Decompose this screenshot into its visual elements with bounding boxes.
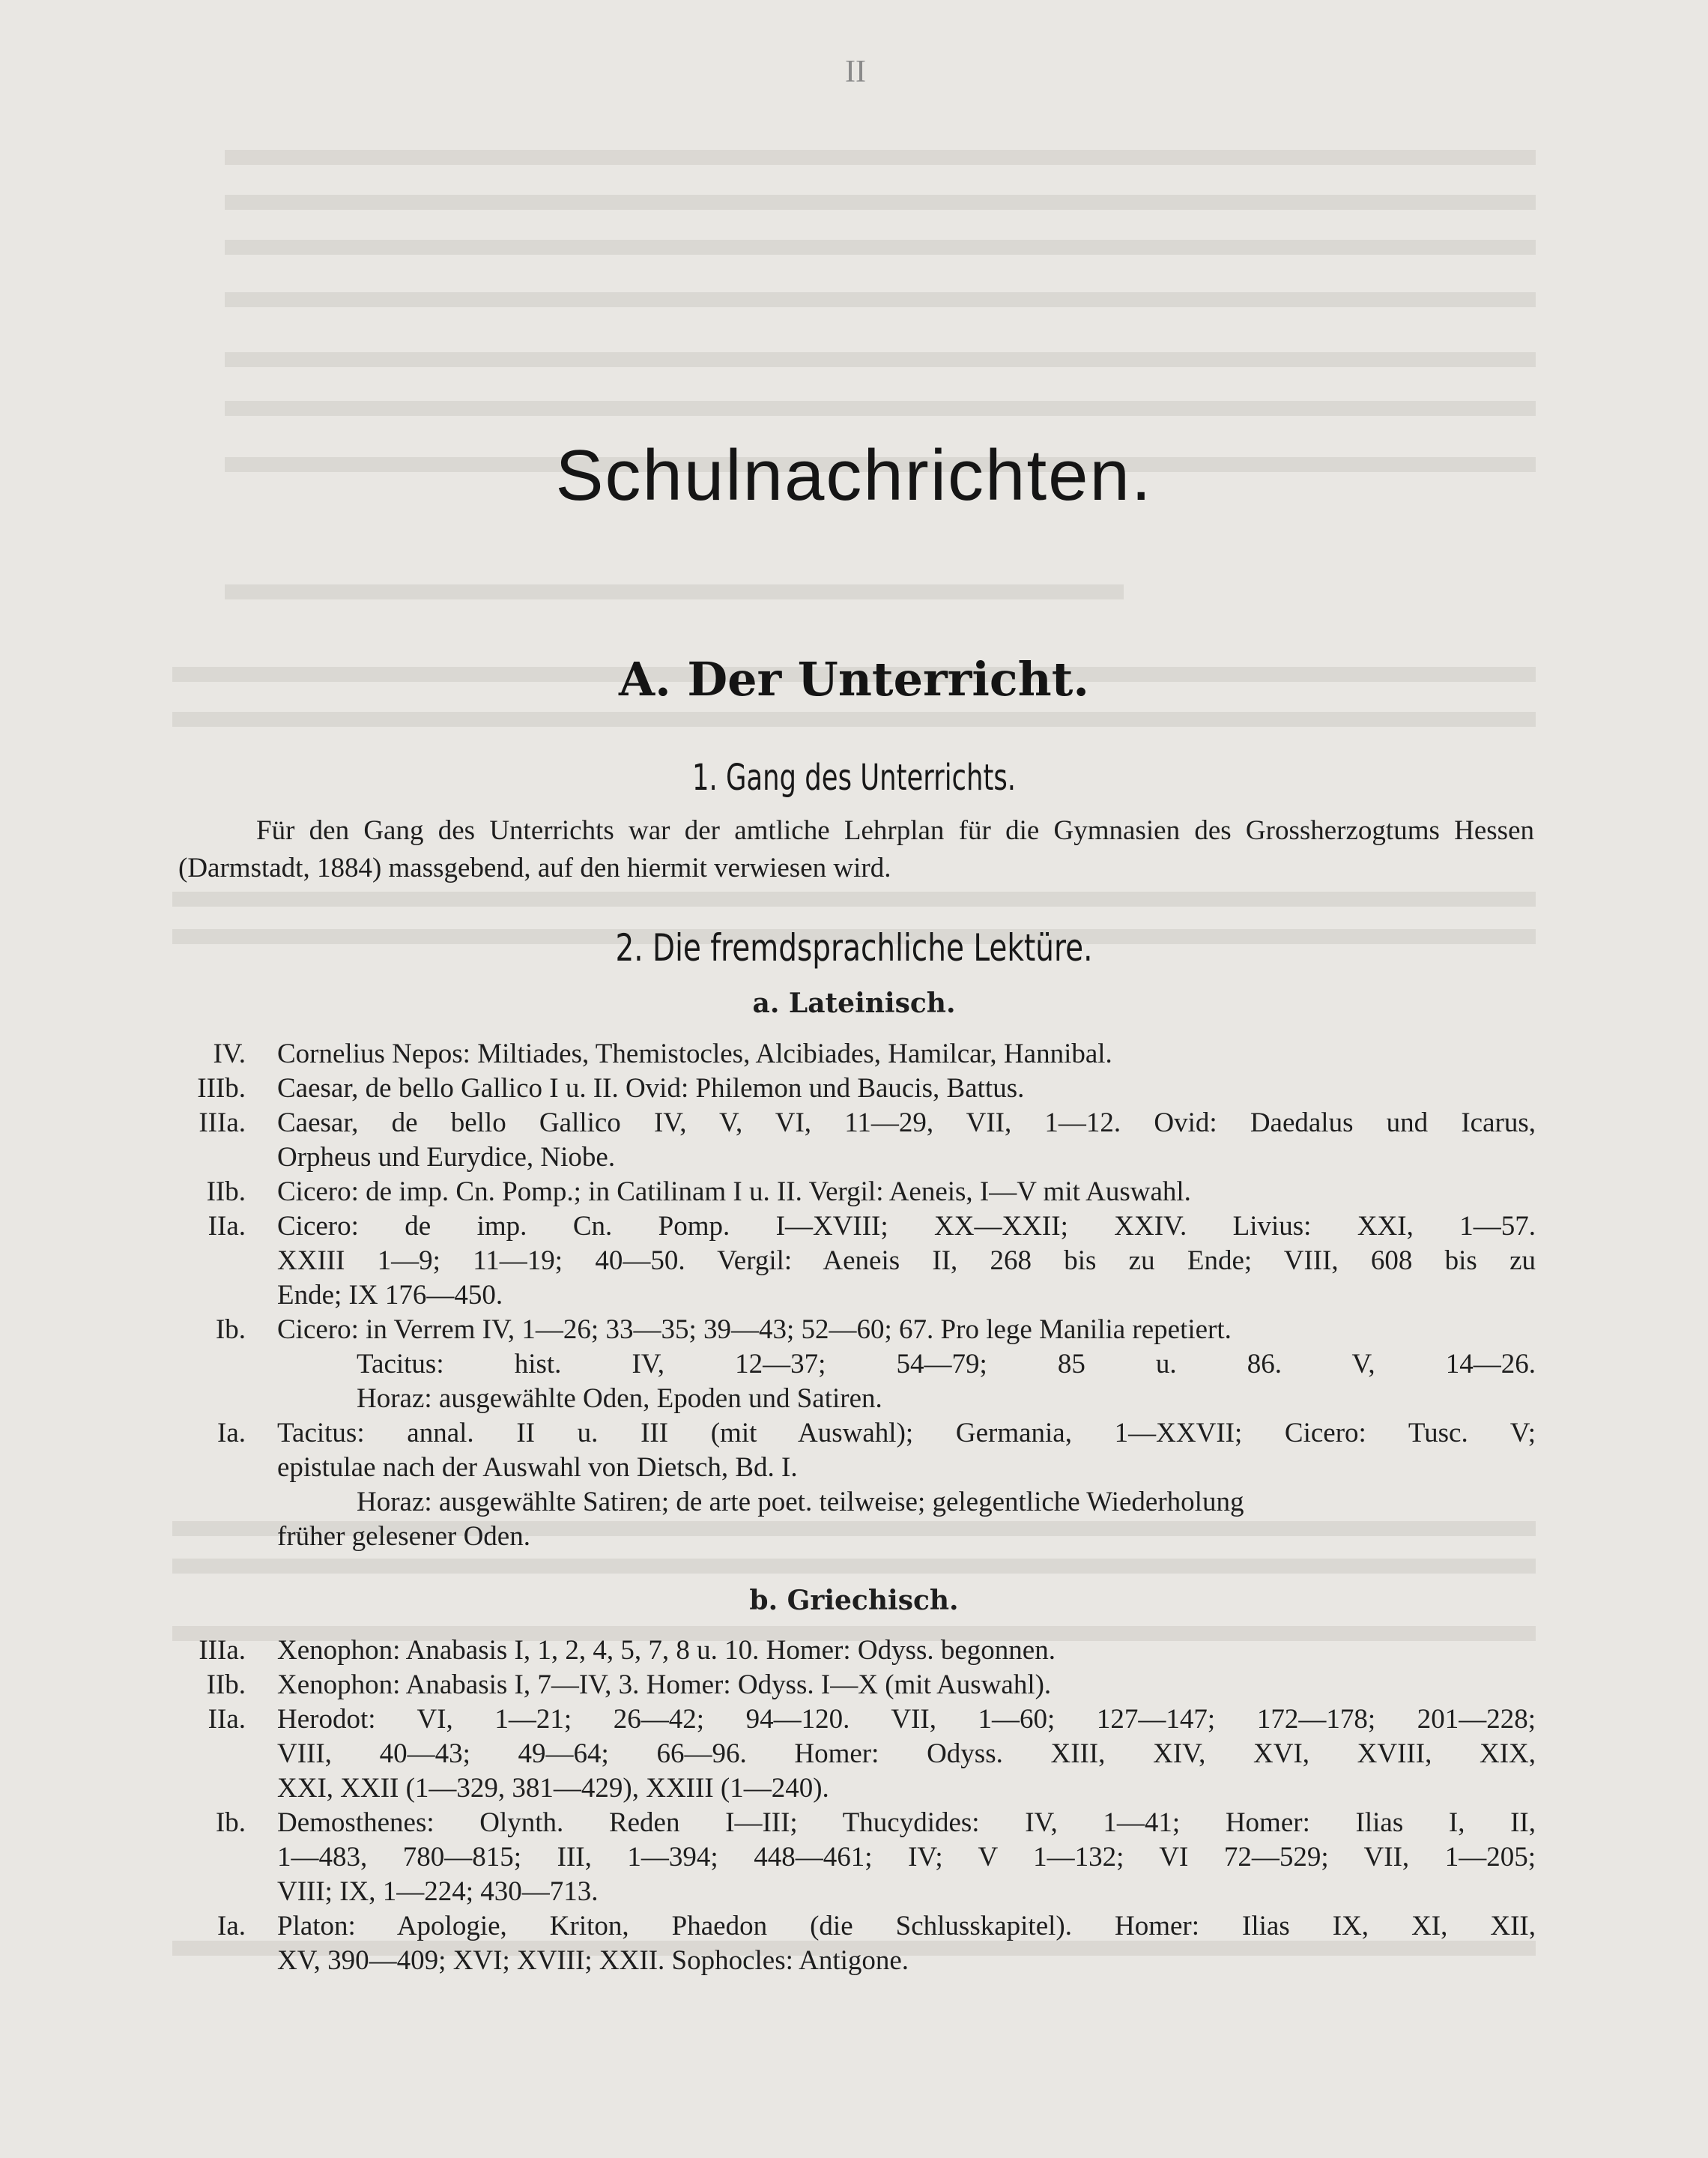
class-label: IIIa. [199,1635,246,1666]
entry-text: epistulae nach der Auswahl von Dietsch, Bd. I. [277,1452,798,1483]
class-label: Ib. [215,1807,246,1838]
latin-heading: a. Lateinisch. [752,988,956,1019]
latin-entry-line [0,1382,1708,1416]
class-label: IIIa. [199,1107,246,1138]
greek-entry-line [0,1806,1708,1840]
entry-text: Ende; IX 176—450. [277,1280,503,1311]
entry-text: Tacitus: hist. IV, 12—37; 54—79; 85 u. 86. V, 14—26. [357,1349,1536,1379]
greek-heading: b. Griechisch. [749,1585,959,1616]
class-label: IIa. [208,1211,246,1242]
subsection-heading-1: 1. Gang des Unterrichts. [691,757,1017,799]
latin-entry-line [0,1451,1708,1485]
entry-text: Cicero: de imp. Cn. Pomp. I—XVIII; XX—XXII; XXIV. Livius: XXI, 1—57. [277,1211,1536,1242]
latin-entry-line [0,1520,1708,1554]
entry-text: XV, 390—409; XVI; XVIII; XXII. Sophocles: Antigone. [277,1945,909,1976]
page-number: II [845,55,866,89]
class-label: IIb. [206,1669,246,1700]
entry-text: Demosthenes: Olynth. Reden I—III; Thucydides: IV, 1—41; Homer: Ilias I, II, [277,1807,1536,1838]
latin-reading-list [0,1037,1708,1554]
class-label: IIIb. [197,1073,246,1104]
latin-entry-line [0,1209,1708,1244]
page-title: Schulnachrichten. [555,435,1153,516]
intro-paragraph: Für den Gang des Unterrichts war der amtliche Lehrplan für die Gymnasien des Grossherzogtums Hessen (Darmstadt, 1884) massgebend, auf den hiermit verwiesen wird. [178,815,1534,883]
latin-entry-line [0,1416,1708,1451]
latin-entry-line [0,1244,1708,1278]
entry-text: Caesar, de bello Gallico I u. II. Ovid: Philemon und Baucis, Battus. [277,1073,1025,1104]
entry-text: XXI, XXII (1—329, 381—429), XXIII (1—240). [277,1773,829,1804]
latin-entry-line [0,1175,1708,1209]
greek-entry-line [0,1702,1708,1737]
latin-entry-line [0,1037,1708,1072]
latin-entry-line [0,1485,1708,1520]
latin-entry-line [0,1106,1708,1140]
entry-text: Horaz: ausgewählte Oden, Epoden und Satiren. [357,1383,882,1414]
entry-text: Horaz: ausgewählte Satiren; de arte poet. teilweise; gelegentliche Wiederholung [357,1487,1244,1517]
greek-entry-line [0,1909,1708,1944]
class-label: IIb. [206,1176,246,1207]
class-label: IIa. [208,1704,246,1735]
class-label: Ia. [217,1418,246,1448]
greek-reading-list [0,1633,1708,1978]
section-heading-a: A. Der Unterricht. [619,652,1089,707]
latin-entry-line [0,1140,1708,1175]
entry-text: Xenophon: Anabasis I, 1, 2, 4, 5, 7, 8 u. 10. Homer: Odyss. begonnen. [277,1635,1056,1666]
entry-text: Caesar, de bello Gallico IV, V, VI, 11—29, VII, 1—12. Ovid: Daedalus und Icarus, [277,1107,1536,1138]
greek-entry-line [0,1771,1708,1806]
class-label: IV. [213,1039,246,1069]
entry-text: VIII, 40—43; 49—64; 66—96. Homer: Odyss. XIII, XIV, XVI, XVIII, XIX, [277,1738,1536,1769]
greek-entry-line [0,1633,1708,1668]
entry-text: 1—483, 780—815; III, 1—394; 448—461; IV; V 1—132; VI 72—529; VII, 1—205; [277,1842,1536,1873]
entry-text: XXIII 1—9; 11—19; 40—50. Vergil: Aeneis II, 268 bis zu Ende; VIII, 608 bis zu [277,1245,1536,1276]
entry-text: VIII; IX, 1—224; 430—713. [277,1876,599,1907]
latin-entry-line [0,1347,1708,1382]
subsection-heading-2: 2. Die fremdsprachliche Lektüre. [615,926,1093,970]
greek-entry-line [0,1840,1708,1875]
latin-entry-line [0,1278,1708,1313]
class-label: Ia. [217,1911,246,1941]
latin-entry-line [0,1072,1708,1106]
entry-text: Cornelius Nepos: Miltiades, Themistocles, Alcibiades, Hamilcar, Hannibal. [277,1039,1112,1069]
greek-entry-line [0,1944,1708,1978]
entry-text: Cicero: de imp. Cn. Pomp.; in Catilinam I u. II. Vergil: Aeneis, I—V mit Auswahl. [277,1176,1191,1207]
entry-text: Xenophon: Anabasis I, 7—IV, 3. Homer: Odyss. I—X (mit Auswahl). [277,1669,1052,1700]
entry-text: Platon: Apologie, Kriton, Phaedon (die Schlusskapitel). Homer: Ilias IX, XI, XII, [277,1911,1536,1941]
entry-text: früher gelesener Oden. [277,1521,530,1552]
greek-entry-line [0,1737,1708,1771]
class-label: Ib. [215,1314,246,1345]
entry-text: Herodot: VI, 1—21; 26—42; 94—120. VII, 1—60; 127—147; 172—178; 201—228; [277,1704,1536,1735]
entry-text: Tacitus: annal. II u. III (mit Auswahl); Germania, 1—XXVII; Cicero: Tusc. V; [277,1418,1536,1448]
entry-text: Cicero: in Verrem IV, 1—26; 33—35; 39—43; 52—60; 67. Pro lege Manilia repetiert. [277,1314,1232,1345]
greek-entry-line [0,1875,1708,1909]
latin-entry-line [0,1313,1708,1347]
greek-entry-line [0,1668,1708,1702]
entry-text: Orpheus und Eurydice, Niobe. [277,1142,616,1173]
